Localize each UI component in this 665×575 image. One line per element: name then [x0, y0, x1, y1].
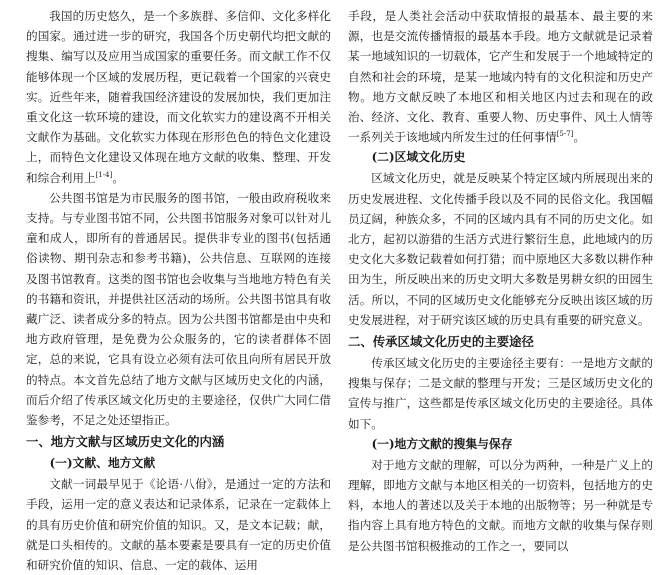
- left-column: [26, 6, 331, 573]
- collection-preservation-paragraph: 对于地方文献的理解，可以分为两种，一种是广义上的理解，即地方文献与本地区相关的一切资料，包括地方的史料，本地人的著述以及关于本地的出版物等；另一种就是专指内容上具有地方特色的文献。而地方文献的收集与保存则是公共图书馆积极推动的工作之一，要同以: [348, 457, 653, 553]
- citation-5-7: [5-7]: [556, 130, 574, 139]
- subsection-heading-1-2: (二)区域文化历史: [371, 150, 466, 165]
- approaches-paragraph: 传承区域文化历史的主要途径主要有：一是地方文献的搜集与保存；二是文献的整理与开发；三是区域历史文化的宣传与推广，这些都是传承区域文化历史的主要途径。具体如下。: [348, 356, 653, 431]
- section-heading-1: 一、地方文献与区域历史文化的内涵: [26, 434, 225, 450]
- section-heading-2: 二、传承区域文化历史的主要途径: [348, 334, 534, 350]
- regional-history-paragraph: 区域文化历史，就是反映某个特定区域内所展现出来的历史发展进程、文化传播手段以及不同的民俗文化。我国幅员辽阔，种族众多，不同的区域内具有不同的历史文化。如北方，起初以游猎的生活方式进行繁衍生息，此地域内的历史文化大多数记载着如何打猎；而中原地区大多数以耕作种田为生，所反映出来的历史文明大多数是男耕女织的田园生活。所以，不同的区域历史文化能够充分反映出该区域的历史发展进程，对于研究该区域的历史具有重要的研究意义。: [348, 171, 653, 327]
- intro-paragraph-2: 公共图书馆是为市民服务的图书馆，一般由政府税收来支持。与专业图书馆不同，公共图书馆服务对象可以针对儿童和成人，即所有的普通居民。提供非专业的图书(包括通俗读物、期刊杂志和参考书籍)，公共信息、互联网的连接及图书馆教育。这类的图书馆也会收集与当地地方特色有关的书籍和资讯，并提供社区活动的场所。公共图书馆具有收藏广泛、读者成分多的特点。因为公共图书馆都是由中央和地方政府管理，是免费为公众服务的，它的读者群体不固定，总的来说，它具有设立必须有法可依且向所有居民开放的特点。本文首先总结了地方文献与区域历史文化的内涵，而后介绍了传承区域文化历史的主要途径，仅供广大同仁借鉴参考，不足之处还望指正。: [26, 190, 331, 428]
- citation-1-4: [1-4]: [95, 170, 113, 179]
- right-column: [348, 6, 653, 553]
- literature-definition-paragraph: 文献一词最早见于《论语·八佾》，是通过一定的方法和手段，运用一定的意义表达和记录体系，记录在一定载体上的具有历史价值和研究价值的知识。又，是文本记载；献，就是口头相传的。文献的基本要素是要具有一定的历史价值和研究价值的知识、信息、一定的载体、运用: [26, 477, 331, 573]
- intro-paragraph-1: 我国的历史悠久，是一个多族群、多信仰、文化多样化的国家。通过进一步的研究，我国各个历史朝代均把文献的搜集、编写以及应用当成国家的重要任务。而文献工作不仅能够体现一个区域的发展历程，更记载着一个国家的兴衰史实。近些年来，随着我国经济建设的发展加快，我们更加注重文化这一软环境的建设，而文化软实力的建设离不开相关文献作为基础。文化软实力体现在形形色色的特色文化建设上，而特色文化建设又体现在地方文献的收集、整理、开发和综合利用上[1-4]。: [26, 9, 331, 185]
- local-literature-paragraph: 手段，是人类社会活动中获取情报的最基本、最主要的来源，也是交流传播情报的最基本手段。地方文献就是记录着某一地域知识的一切载体，它产生和发展于一个地域特定的自然和社会的环境，是某一地域内特有的文化积淀和历史产物。地方文献反映了本地区和相关地区内过去和现在的政治、经济、文化、教育、重要人物、历史事件、风土人情等一系列关于该地域内所发生过的任何事情[5-7]。: [348, 9, 653, 145]
- subsection-heading-2-1: (一)地方文献的搜集与保存: [371, 436, 513, 451]
- subsection-heading-1-1: (一)文献、地方文献: [49, 456, 156, 471]
